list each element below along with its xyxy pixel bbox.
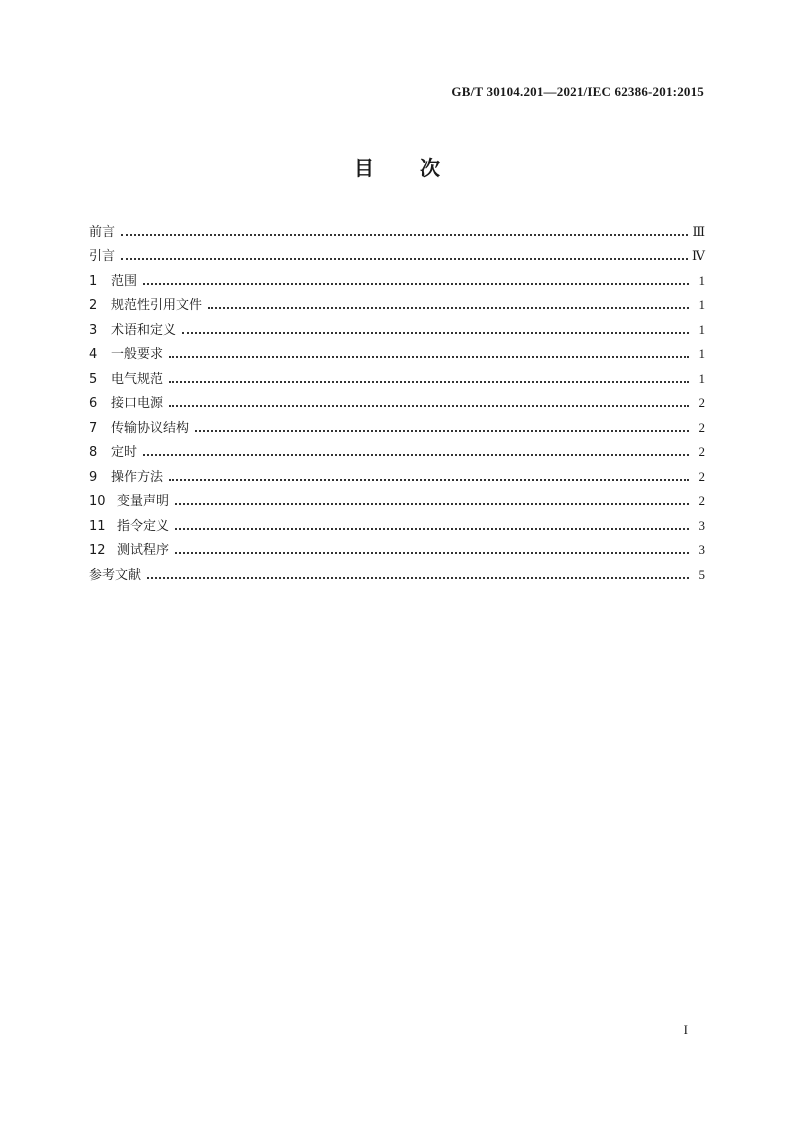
leader-dots xyxy=(182,332,689,334)
toc-page: 5 xyxy=(698,566,705,582)
toc-number: 8 xyxy=(89,445,98,460)
standard-code: GB/T 30104.201—2021/IEC 62386-201:2015 xyxy=(451,84,704,99)
toc-entry[interactable] xyxy=(89,289,705,314)
leader-dots xyxy=(175,528,689,530)
toc-entry[interactable] xyxy=(89,362,705,387)
title-char-2: 次 xyxy=(420,156,440,180)
toc-entry[interactable] xyxy=(89,436,705,461)
toc-label: 定时 xyxy=(111,445,138,460)
toc-label: 术语和定义 xyxy=(111,322,177,338)
toc-number: 7 xyxy=(89,420,98,436)
leader-dots xyxy=(121,258,688,260)
leader-dots xyxy=(143,283,689,285)
toc-label: 接口电源 xyxy=(111,396,164,411)
toc-number: 10 xyxy=(89,494,106,509)
toc-number: 2 xyxy=(89,298,98,313)
toc-number: 1 xyxy=(89,273,98,289)
toc-number: 4 xyxy=(89,347,98,362)
toc-page: 2 xyxy=(698,444,705,459)
toc-label: 引言 xyxy=(89,249,116,264)
toc-page: Ⅲ xyxy=(692,223,705,239)
leader-dots xyxy=(169,381,689,383)
toc-page: 3 xyxy=(698,542,705,557)
footer-page-number: I xyxy=(683,1022,688,1037)
toc-page: 2 xyxy=(698,493,705,508)
leader-dots xyxy=(169,356,689,358)
leader-dots xyxy=(121,234,688,236)
toc-entry[interactable] xyxy=(89,460,705,485)
toc-number: 6 xyxy=(89,396,98,411)
toc-label: 前言 xyxy=(89,224,116,240)
toc-entry[interactable] xyxy=(89,338,705,363)
toc-label: 范围 xyxy=(111,273,138,289)
toc-label: 测试程序 xyxy=(117,543,170,558)
toc-entry[interactable] xyxy=(89,264,705,289)
toc-page: 1 xyxy=(698,272,705,288)
toc-number: 9 xyxy=(89,469,98,485)
leader-dots xyxy=(208,307,689,309)
table-of-contents xyxy=(89,215,705,583)
leader-dots xyxy=(175,503,689,505)
toc-entry[interactable] xyxy=(89,509,705,534)
toc-page: Ⅳ xyxy=(692,248,705,263)
toc-page: 2 xyxy=(698,395,705,410)
leader-dots xyxy=(147,577,689,579)
toc-number: 5 xyxy=(89,371,98,387)
toc-label: 规范性引用文件 xyxy=(111,298,203,313)
leader-dots xyxy=(175,552,689,554)
toc-page: 2 xyxy=(698,419,705,435)
leader-dots xyxy=(169,479,689,481)
toc-label: 指令定义 xyxy=(117,518,170,534)
toc-label: 操作方法 xyxy=(111,469,164,485)
toc-entry[interactable] xyxy=(89,485,705,510)
toc-entry[interactable] xyxy=(89,240,705,265)
toc-entry[interactable] xyxy=(89,387,705,412)
leader-dots xyxy=(169,405,689,407)
toc-entry[interactable] xyxy=(89,215,705,240)
toc-page: 1 xyxy=(698,297,705,312)
toc-label: 一般要求 xyxy=(111,347,164,362)
toc-page: 3 xyxy=(698,517,705,533)
toc-entry[interactable] xyxy=(89,411,705,436)
toc-page: 1 xyxy=(698,370,705,386)
leader-dots xyxy=(195,430,689,432)
toc-number: 3 xyxy=(89,322,98,338)
toc-label: 参考文献 xyxy=(89,567,142,583)
toc-label: 传输协议结构 xyxy=(111,420,190,436)
toc-number: 11 xyxy=(89,518,106,534)
toc-entry[interactable] xyxy=(89,534,705,559)
toc-entry[interactable] xyxy=(89,313,705,338)
toc-entry[interactable] xyxy=(89,558,705,583)
toc-label: 变量声明 xyxy=(117,494,170,509)
leader-dots xyxy=(143,454,689,456)
toc-label: 电气规范 xyxy=(111,371,164,387)
page-title xyxy=(0,152,794,181)
toc-number: 12 xyxy=(89,543,106,558)
toc-page: 1 xyxy=(698,321,705,337)
toc-page: 1 xyxy=(698,346,705,361)
title-char-1: 目 xyxy=(354,156,374,180)
toc-page: 2 xyxy=(698,468,705,484)
